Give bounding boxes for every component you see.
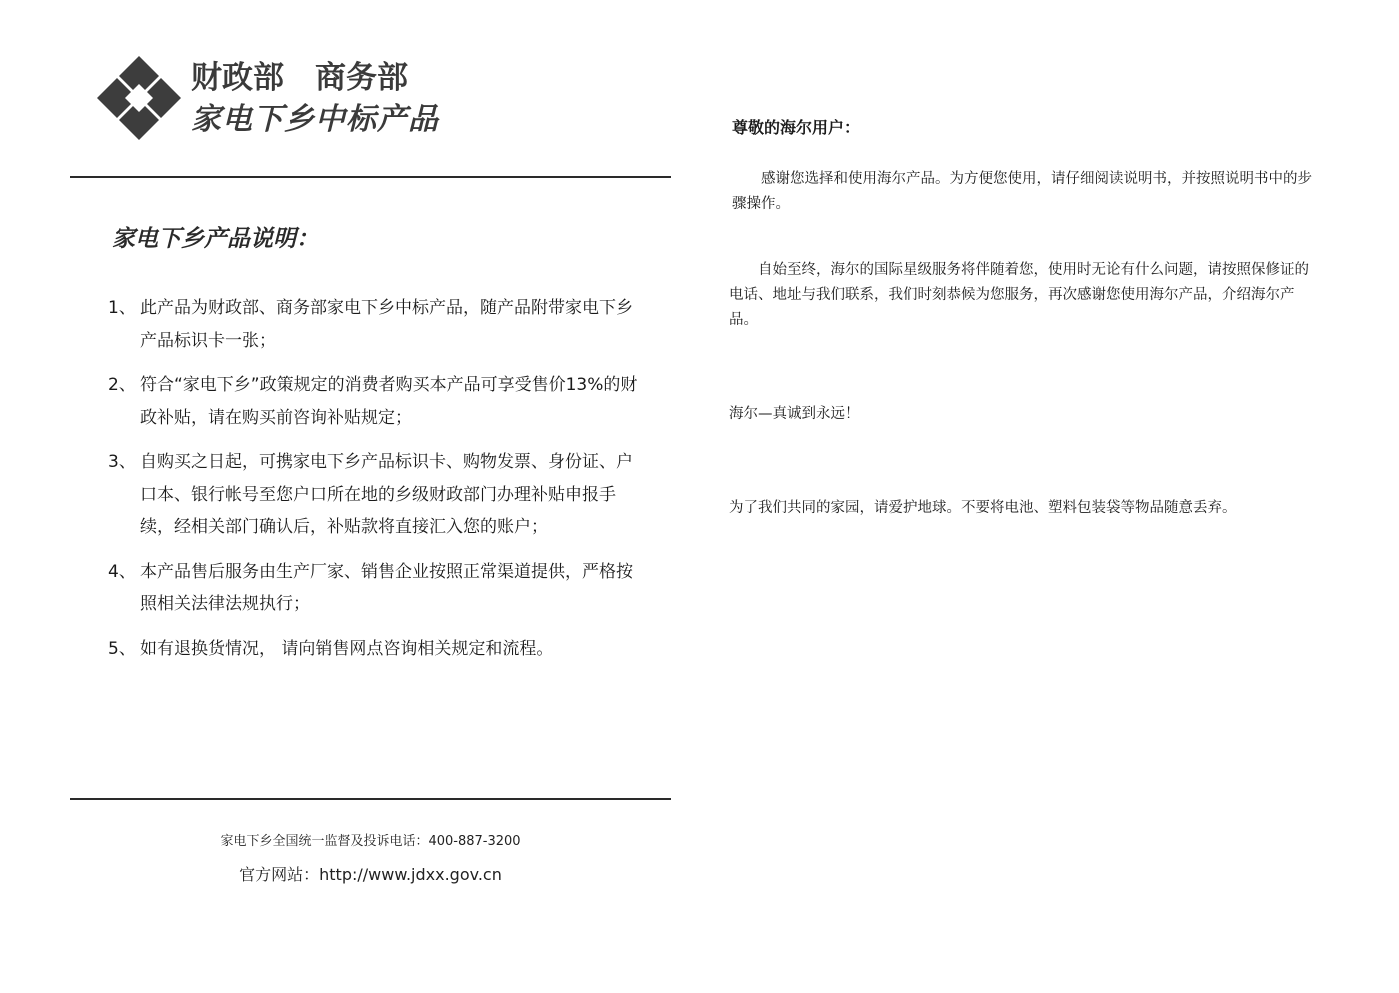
list-item: [108, 556, 638, 621]
list-item-number: 1、: [108, 298, 136, 318]
right-page: [700, 0, 1399, 993]
ministries-heading: 财政部 商务部: [191, 60, 408, 96]
letter-paragraph-2: 自始至终，海尔的国际星级服务将伴随着您，使用时无论有什么问题，请按照保修证的电话、地址与我们联系，我们时刻恭候为您服务，再次感谢您使用海尔产品，介绍海尔产品。: [729, 262, 1309, 328]
list-item-number: 4、: [108, 561, 136, 582]
list-item: [108, 369, 638, 434]
letter-paragraph-1: 感谢您选择和使用海尔产品。为方便您使用，请仔细阅读说明书，并按照说明书中的步骤操作。: [732, 171, 1312, 212]
list-item: [108, 292, 638, 357]
list-item-number: 3、: [108, 452, 136, 472]
list-item-text: 符合“家电下乡”政策规定的消费者购买本产品可享受售价13%的财政补贴，请在购买前咨询补贴规定；: [140, 375, 638, 428]
brand-slogan: 海尔—真诚到永远！: [729, 406, 860, 422]
notes-title: 家电下乡产品说明：: [112, 226, 319, 252]
list-item-text: 自购买之日起，可携家电下乡产品标识卡、购物发票、身份证、户口本、银行帐号至您户口所在地的乡级财政部门办理补贴申报手续，经相关部门确认后，补贴款将直接汇入您的账户；: [140, 452, 633, 537]
official-website: 官方网站：http://www.jdxx.gov.cn: [239, 865, 502, 884]
letter-greeting: 尊敬的海尔用户：: [732, 118, 861, 137]
list-item-number: 5、: [108, 638, 136, 659]
divider-bottom: [70, 798, 671, 800]
notes-list: [108, 292, 638, 677]
list-item: [108, 446, 638, 544]
list-item-text: 如有退换货情况， 请向销售网点咨询相关规定和流程。: [140, 638, 554, 659]
complaint-hotline: 家电下乡全国统一监督及投诉电话：400-887-3200: [220, 834, 521, 849]
list-item-text: 本产品售后服务由生产厂家、销售企业按照正常渠道提供，严格按照相关法律法规执行；: [140, 561, 633, 614]
program-title: 家电下乡中标产品: [191, 102, 439, 137]
list-item: [108, 633, 638, 666]
list-item-number: 2、: [108, 375, 136, 395]
list-item-text: 此产品为财政部、商务部家电下乡中标产品，随产品附带家电下乡产品标识卡一张；: [140, 298, 633, 351]
divider-top: [70, 176, 671, 178]
eco-note: 为了我们共同的家园，请爱护地球。不要将电池、塑料包装袋等物品随意丢弃。: [729, 500, 1237, 516]
diamond-pinwheel-icon: [95, 54, 183, 142]
